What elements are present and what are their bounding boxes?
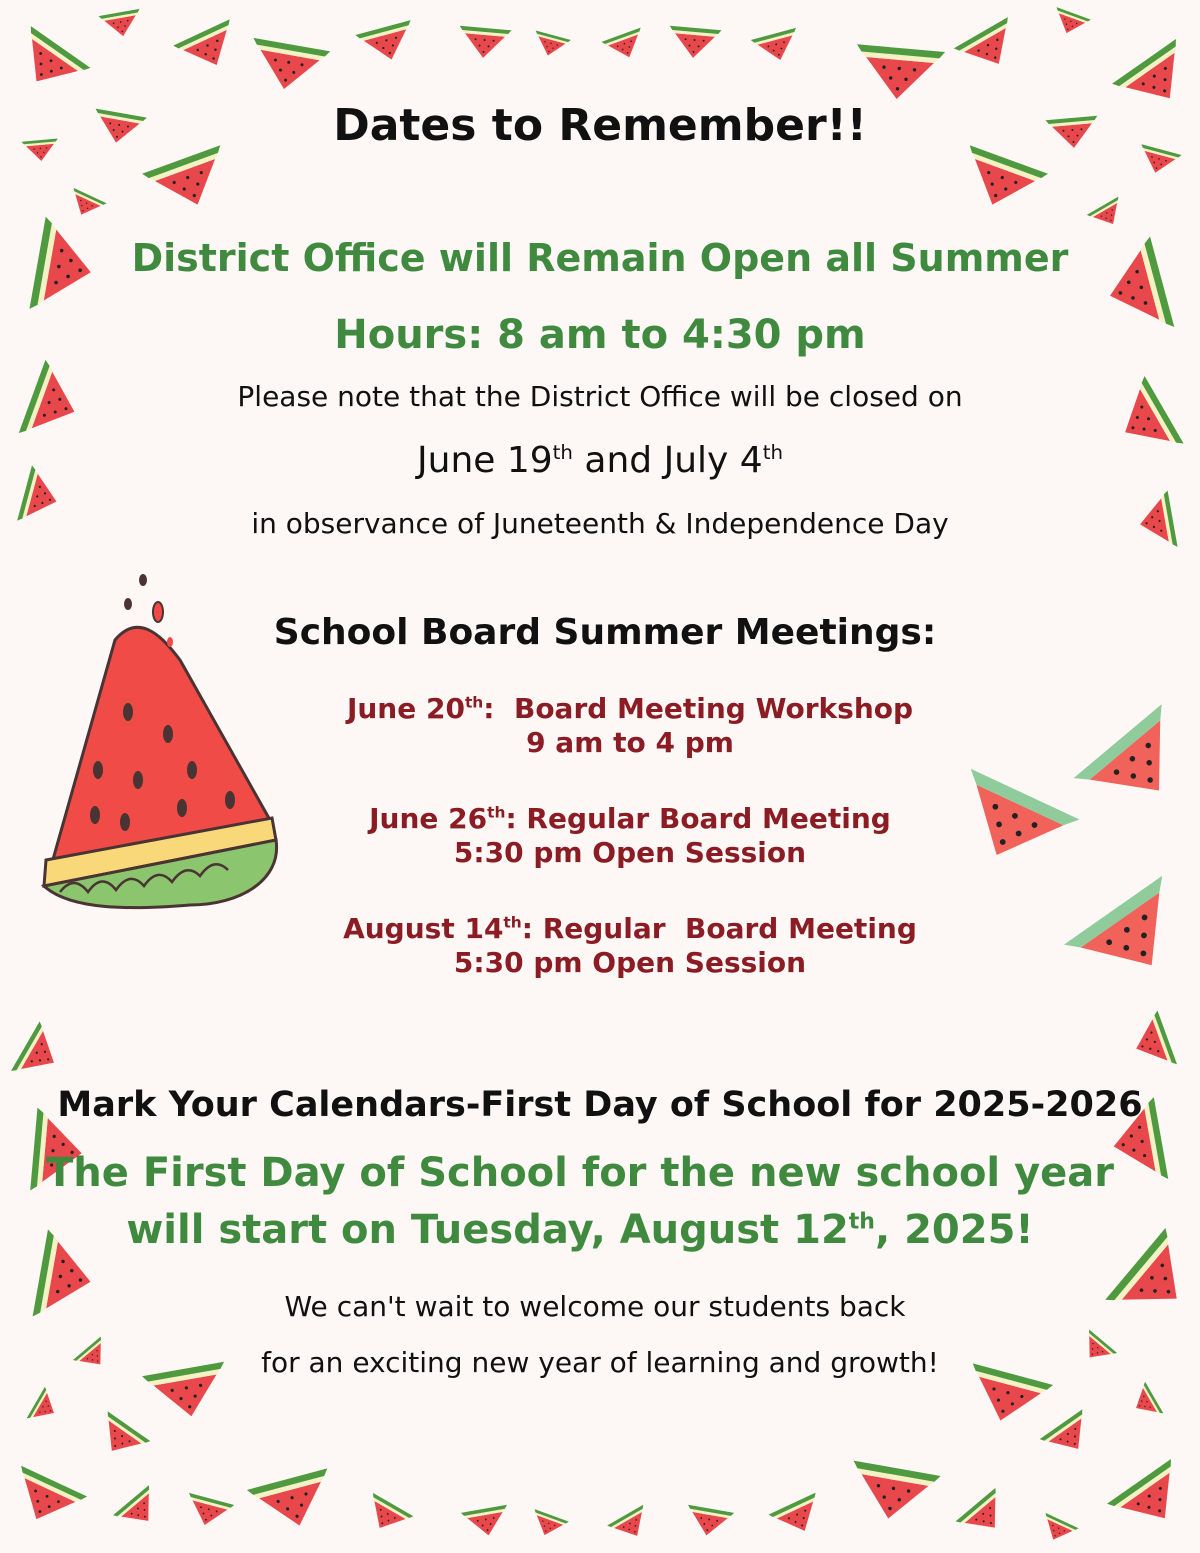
closure-dates-connector: and bbox=[572, 440, 664, 481]
meeting-detail: 5:30 pm Open Session bbox=[453, 836, 807, 869]
watermelon-slice-icon bbox=[1074, 704, 1200, 827]
closure-date-2-suffix: th bbox=[762, 441, 783, 464]
first-day-date: will start on Tuesday, August 12 bbox=[126, 1207, 849, 1253]
meeting-title: : Regular Board Meeting bbox=[505, 802, 891, 835]
meeting-title: : Regular Board Meeting bbox=[521, 912, 917, 945]
watermelon-slice-icon bbox=[246, 38, 331, 96]
board-meetings-heading: School Board Summer Meetings: bbox=[273, 612, 937, 653]
watermelon-slice-icon bbox=[845, 1461, 941, 1527]
meeting-title: : Board Meeting Workshop bbox=[483, 692, 914, 725]
watermelon-slice-icon bbox=[91, 1411, 151, 1465]
closure-dates bbox=[0, 440, 1200, 481]
watermelon-slice-icon bbox=[1126, 1010, 1177, 1075]
watermelon-slice-icon bbox=[65, 188, 107, 222]
watermelon-slice-icon bbox=[602, 28, 649, 65]
watermelon-slice-icon bbox=[667, 26, 721, 60]
office-hours: Hours: 8 am to 4:30 pm bbox=[334, 312, 866, 358]
closure-note: Please note that the District Office will be closed on bbox=[237, 380, 963, 413]
watermelon-slice-icon bbox=[1040, 1409, 1100, 1463]
meeting-title-line bbox=[300, 692, 960, 726]
watermelon-slice-icon bbox=[3, 1466, 87, 1535]
watermelon-slice-icon bbox=[1049, 7, 1090, 39]
watermelon-slice-icon bbox=[7, 26, 91, 102]
watermelon-slice-icon bbox=[173, 19, 245, 78]
meeting-date-suffix: th bbox=[487, 803, 506, 822]
board-meeting-item bbox=[300, 802, 960, 870]
watermelon-slice-icon bbox=[530, 31, 571, 61]
watermelon-slice-icon bbox=[27, 1387, 63, 1429]
meeting-date: June 26 bbox=[369, 802, 488, 835]
meeting-date: June 20 bbox=[346, 692, 465, 725]
meeting-date-suffix: th bbox=[464, 693, 484, 712]
watermelon-slice-icon bbox=[359, 1493, 413, 1540]
welcome-line-1: We can't wait to welcome our students back bbox=[284, 1290, 906, 1323]
watermelon-slice-icon bbox=[457, 26, 511, 60]
watermelon-slice-icon bbox=[1037, 1513, 1079, 1547]
watermelon-slice-icon bbox=[99, 9, 144, 40]
watermelon-slice-icon bbox=[853, 44, 946, 103]
watermelon-slice-icon bbox=[461, 1505, 512, 1540]
watermelon-slice-icon bbox=[607, 1505, 655, 1547]
watermelon-slice-icon bbox=[751, 28, 803, 66]
watermelon-slice-icon bbox=[11, 1021, 68, 1087]
watermelon-slice-icon bbox=[683, 1505, 734, 1540]
watermelon-slice-icon bbox=[768, 1493, 828, 1542]
meeting-title-line bbox=[300, 802, 960, 836]
page-title: Dates to Remember!! bbox=[333, 100, 867, 151]
meeting-date-suffix: th bbox=[503, 913, 522, 932]
board-meeting-item bbox=[300, 692, 960, 760]
first-day-year: , 2025! bbox=[874, 1207, 1034, 1253]
watermelon-slice-icon bbox=[956, 1488, 1015, 1544]
meeting-detail: 5:30 pm Open Session bbox=[453, 946, 807, 979]
closure-date-1-suffix: th bbox=[552, 441, 573, 464]
first-day-line-1: The First Day of School for the new school year bbox=[46, 1150, 1114, 1196]
watermelon-slice-icon bbox=[954, 17, 1026, 79]
first-day-date-suffix: th bbox=[848, 1209, 875, 1235]
district-office-heading: District Office will Remain Open all Summer bbox=[131, 236, 1069, 280]
first-day-heading: Mark Your Calendars-First Day of School for 2025-2026 bbox=[57, 1085, 1143, 1125]
watermelon-slice-icon bbox=[355, 20, 419, 67]
closure-observance: in observance of Juneteenth & Independence Day bbox=[251, 507, 949, 540]
board-meeting-item bbox=[300, 912, 960, 980]
closure-date-2: July 4 bbox=[663, 440, 763, 481]
meeting-date: August 14 bbox=[343, 912, 504, 945]
watermelon-slice-icon bbox=[142, 145, 237, 219]
watermelon-slice-icon bbox=[527, 1509, 568, 1541]
watermelon-slice-icon bbox=[1107, 1459, 1197, 1541]
watermelon-slice-icon bbox=[1127, 1382, 1163, 1424]
watermelon-slice-icon bbox=[247, 1468, 340, 1536]
watermelon-slice-icon bbox=[953, 145, 1048, 219]
watermelon-slice-icon bbox=[942, 769, 1079, 881]
first-day-line-2 bbox=[0, 1207, 1180, 1253]
closure-date-1: June 19 bbox=[417, 440, 553, 481]
watermelon-slice-icon bbox=[1087, 197, 1129, 233]
meeting-title-line bbox=[300, 912, 960, 946]
welcome-line-2: for an exciting new year of learning and growth! bbox=[261, 1346, 939, 1379]
watermelon-slice-icon bbox=[182, 1493, 234, 1531]
watermelon-slice-icon bbox=[1064, 876, 1200, 1000]
meeting-detail: 9 am to 4 pm bbox=[526, 726, 734, 759]
watermelon-slice-icon bbox=[113, 1485, 166, 1536]
